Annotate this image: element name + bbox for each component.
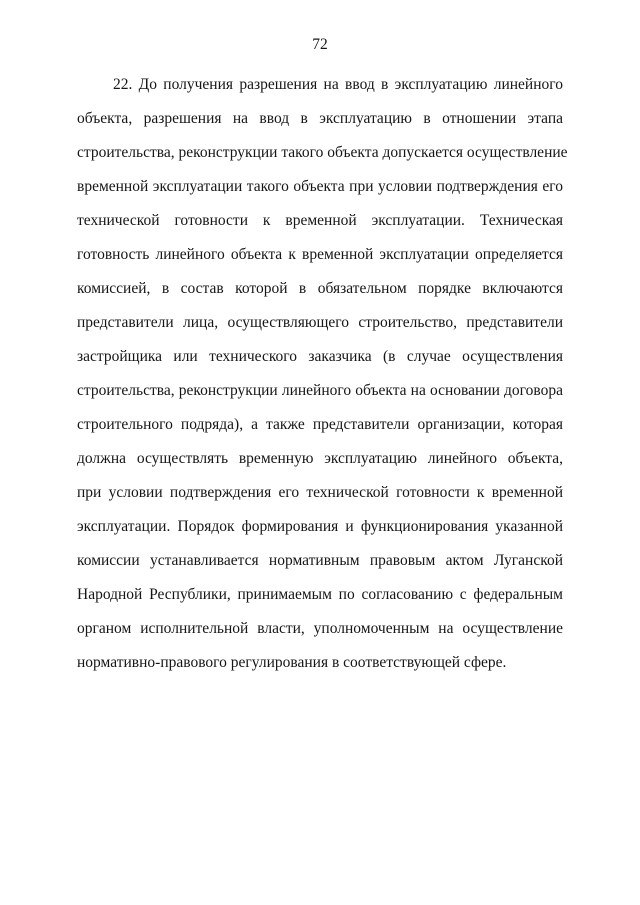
paragraph-line: представители лица, осуществляющего строительство, представители [77,314,563,331]
paragraph-line: при условии подтверждения его технической готовности к временной [77,484,563,501]
paragraph-line: строительства, реконструкции линейного объекта на основании договора [77,382,563,399]
paragraph-line: Народной Республики, принимаемым по согласованию с федеральным [77,586,563,603]
paragraph-line: готовность линейного объекта к временной эксплуатации определяется [77,246,563,263]
paragraph-line: 22. До получения разрешения на ввод в эксплуатацию линейного [113,76,563,93]
paragraph-line: технической готовности к временной эксплуатации. Техническая [77,212,563,229]
paragraph-line: объекта, разрешения на ввод в эксплуатацию в отношении этапа [77,110,563,127]
paragraph-line: строительства, реконструкции такого объекта допускается осуществление [77,144,568,161]
paragraph-line: органом исполнительной власти, уполномоченным на осуществление [77,620,563,637]
paragraph-line: нормативно-правового регулирования в соответствующей сфере. [77,654,507,671]
paragraph-22 [77,68,568,680]
paragraph-line: застройщика или технического заказчика (в случае осуществления [77,348,563,365]
paragraph-line: эксплуатации. Порядок формирования и функционирования указанной [77,518,563,535]
paragraph-line: должна осуществлять временную эксплуатацию линейного объекта, [77,450,563,467]
paragraph-line: комиссии устанавливается нормативным правовым актом Луганской [77,552,563,569]
paragraph-line: комиссией, в состав которой в обязательном порядке включаются [77,280,563,297]
paragraph-line: строительного подряда), а также представители организации, которая [77,416,563,433]
paragraph-line: временной эксплуатации такого объекта при условии подтверждения его [77,178,563,195]
page-number: 72 [312,36,328,53]
